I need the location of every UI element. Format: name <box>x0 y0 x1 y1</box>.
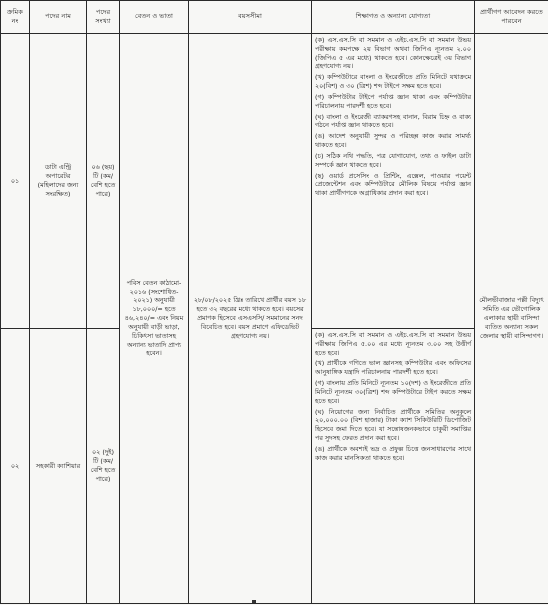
header-salary: বেতন ও ভাতা <box>120 1 189 34</box>
age-limit-cell: ২৮/০৮/২০২৫ খ্রিঃ তারিখে প্রার্থীর বয়স ১৮ হতে ৩২ বছরের মধ্যে থাকতে হবে। বয়সের প্রমাণক হিসেবে এসএসসি/ সমমানের সনদ বিবেচিত হবে। বয়স প্রমাণে এফিডেভিট গ্রহণযোগ্য নয়। <box>189 34 312 604</box>
qualification-item: (ক) এস.এস.সি বা সমমান ও এইচ.এস.সি বা সমমান উভয় পরীক্ষায় জিপিএ ৫.০০ এর মধ্যে ন্যূনতম ৩.০০ সহ উত্তীর্ণ হতে হবে। <box>315 331 471 357</box>
row-2-qualifications <box>312 329 475 604</box>
qualification-item: (খ) কম্পিউটারে বাংলা ও ইংরেজীতে প্রতি মিনিটে যথাক্রমে ২০(বিশ) ও ৩০ (ত্রিশ) শব্দ টাইপে সক্ষম হতে হবে। <box>315 73 471 91</box>
qualification-item: (ঙ) প্রার্থীকে অবশ্যই ভদ্র ও প্রফুল্ল চিত্তে জনসাধারণের সাথে কাজ করার মানসিকতা থাকতে হবে। <box>315 444 471 462</box>
row-1-qualifications <box>312 34 475 329</box>
row-1-count: ০৬ (ছয়) টি (কম/ বেশি হতে পারে) <box>87 34 120 329</box>
table-row <box>1 34 548 329</box>
table-header-row <box>1 1 548 34</box>
qualification-item: (ঘ) নিয়োগের জন্য নির্বাচিত প্রার্থীকে সমিতির অনুকূলে ২০,০০০.০০ (বিশ হাজার) টাকা ক্যাশ সিকিউরিটি ডিপোজিট হিসেবে জমা দিতে হবে। যা সন্তোষজনকভাবে চাকুরী সমাপ্তির পর সুদসহ ফেরত প্রদান করা হবে। <box>315 407 471 443</box>
qualification-item: (ঙ) আদেশ অনুযায়ী সুন্দর ও পরিচ্ছন্ন কাজ করার সামর্থ্য থাকতে হবে। <box>315 132 471 150</box>
qualification-item: (ক) এস.এস.সি বা সমমান ও এইচ.এস.সি বা সমমান উভয় পরীক্ষায় কমপক্ষে ২য় বিভাগ অথবা জিপিএ ন্যূনতম ২.০০ (জিপিএ ৫ এর মধ্যে) থাকতে হবে। কোনক্ষেত্রেই ৩য় বিভাগ গ্রহণযোগ্য নয়। <box>315 36 471 71</box>
header-age: বয়সসীমা <box>189 1 312 34</box>
row-1-post: ডাটা এন্ট্রি অপারেটর (মহিলাদের জন্য সংরক্ষিত) <box>30 34 87 329</box>
qualification-item: (খ) প্রার্থীকে গণিতে ভাল জ্ঞানসহ কম্পিউটার এবং অফিসের আনুষাঙ্গিক যন্ত্রাদি পরিচালনায় পারদর্শী হতে হবে। <box>315 359 471 377</box>
qualification-item: (ছ) ওয়ার্ড প্রসেসিং ও প্রিন্টিং, এক্সেল, পাওয়ার পয়েন্ট প্রেজেন্টেশন এবং কম্পিউটারে মৌলিক বিষয়ে পর্যাপ্ত জ্ঞান থাকা প্রার্থীগণকে অগ্রাধিকার প্রদান করা হবে। <box>315 171 471 198</box>
row-2-count: ০২ (দুই) টি (কম/ বেশি হতে পারে) <box>87 329 120 604</box>
qualification-item: (গ) কম্পিউটার টাইপে পর্যাপ্ত জ্ঞান থাকা এবং কম্পিউটার পরিচালনায় পারদর্শী হতে হবে। <box>315 92 471 110</box>
row-2-serial: ০২ <box>1 329 30 604</box>
eligible-applicants-cell: মৌলভীবাজার পল্লী বিদ্যুৎ সমিতি এর ভৌগোলিক এলাকার স্থায়ী বাসিন্দা ব্যতিত অন্যান্য সকল জেলার স্থায়ী বাসিন্দাগণ। <box>475 34 548 604</box>
row-2-post: সহকারী ক্যাশিয়ার <box>30 329 87 604</box>
header-eligible: প্রার্থীগণ আবেদন করতে পারবেন <box>475 1 548 34</box>
page-edge-mark <box>252 600 256 603</box>
qualification-item: (চ) সঠিক নথি পদ্ধতি, পত্র যোগাযোগ, তথ্য ও ফাইল ডাটা সম্পর্কে জ্ঞান থাকতে হবে। <box>315 151 471 169</box>
header-post: পদের নাম <box>30 1 87 34</box>
row-1-serial: ০১ <box>1 34 30 329</box>
header-qualification: শিক্ষাগত ও অন্যান্য যোগ্যতা <box>312 1 475 34</box>
salary-cell: পবিস বেতন কাঠামো- ২০১৬ (সংশোধিত- ২০২১) অনুযায়ী ১৮,০০০/= হতে ৪৬,২৪০/= এবং নিয়ম অনুযায়ী বাড়ী ভাড়া, চিকিৎসা ভাতাসহ অন্যান্য ভাতাদি প্রাপ্য হবেন। <box>120 34 189 604</box>
qualification-item: (গ) বাংলায় প্রতি মিনিটে ন্যূনতম ১০(দশ) ও ইংরেজীতে প্রতি মিনিটে ন্যূনতম ৩০(ত্রিশ) শব্দ কম্পিউটারে টাইপ করতে সক্ষম হতে হবে। <box>315 379 471 405</box>
header-count: পদের সংখ্যা <box>87 1 120 34</box>
header-serial: ক্রমিক নং <box>1 1 30 34</box>
qualification-item: (ঘ) বাংলা ও ইংরেজী ব্যাকরণসহ বানান, বিরাম চিহ্ন ও বাক্য গঠনে পর্যাপ্ত জ্ঞান থাকতে হবে। <box>315 112 471 130</box>
